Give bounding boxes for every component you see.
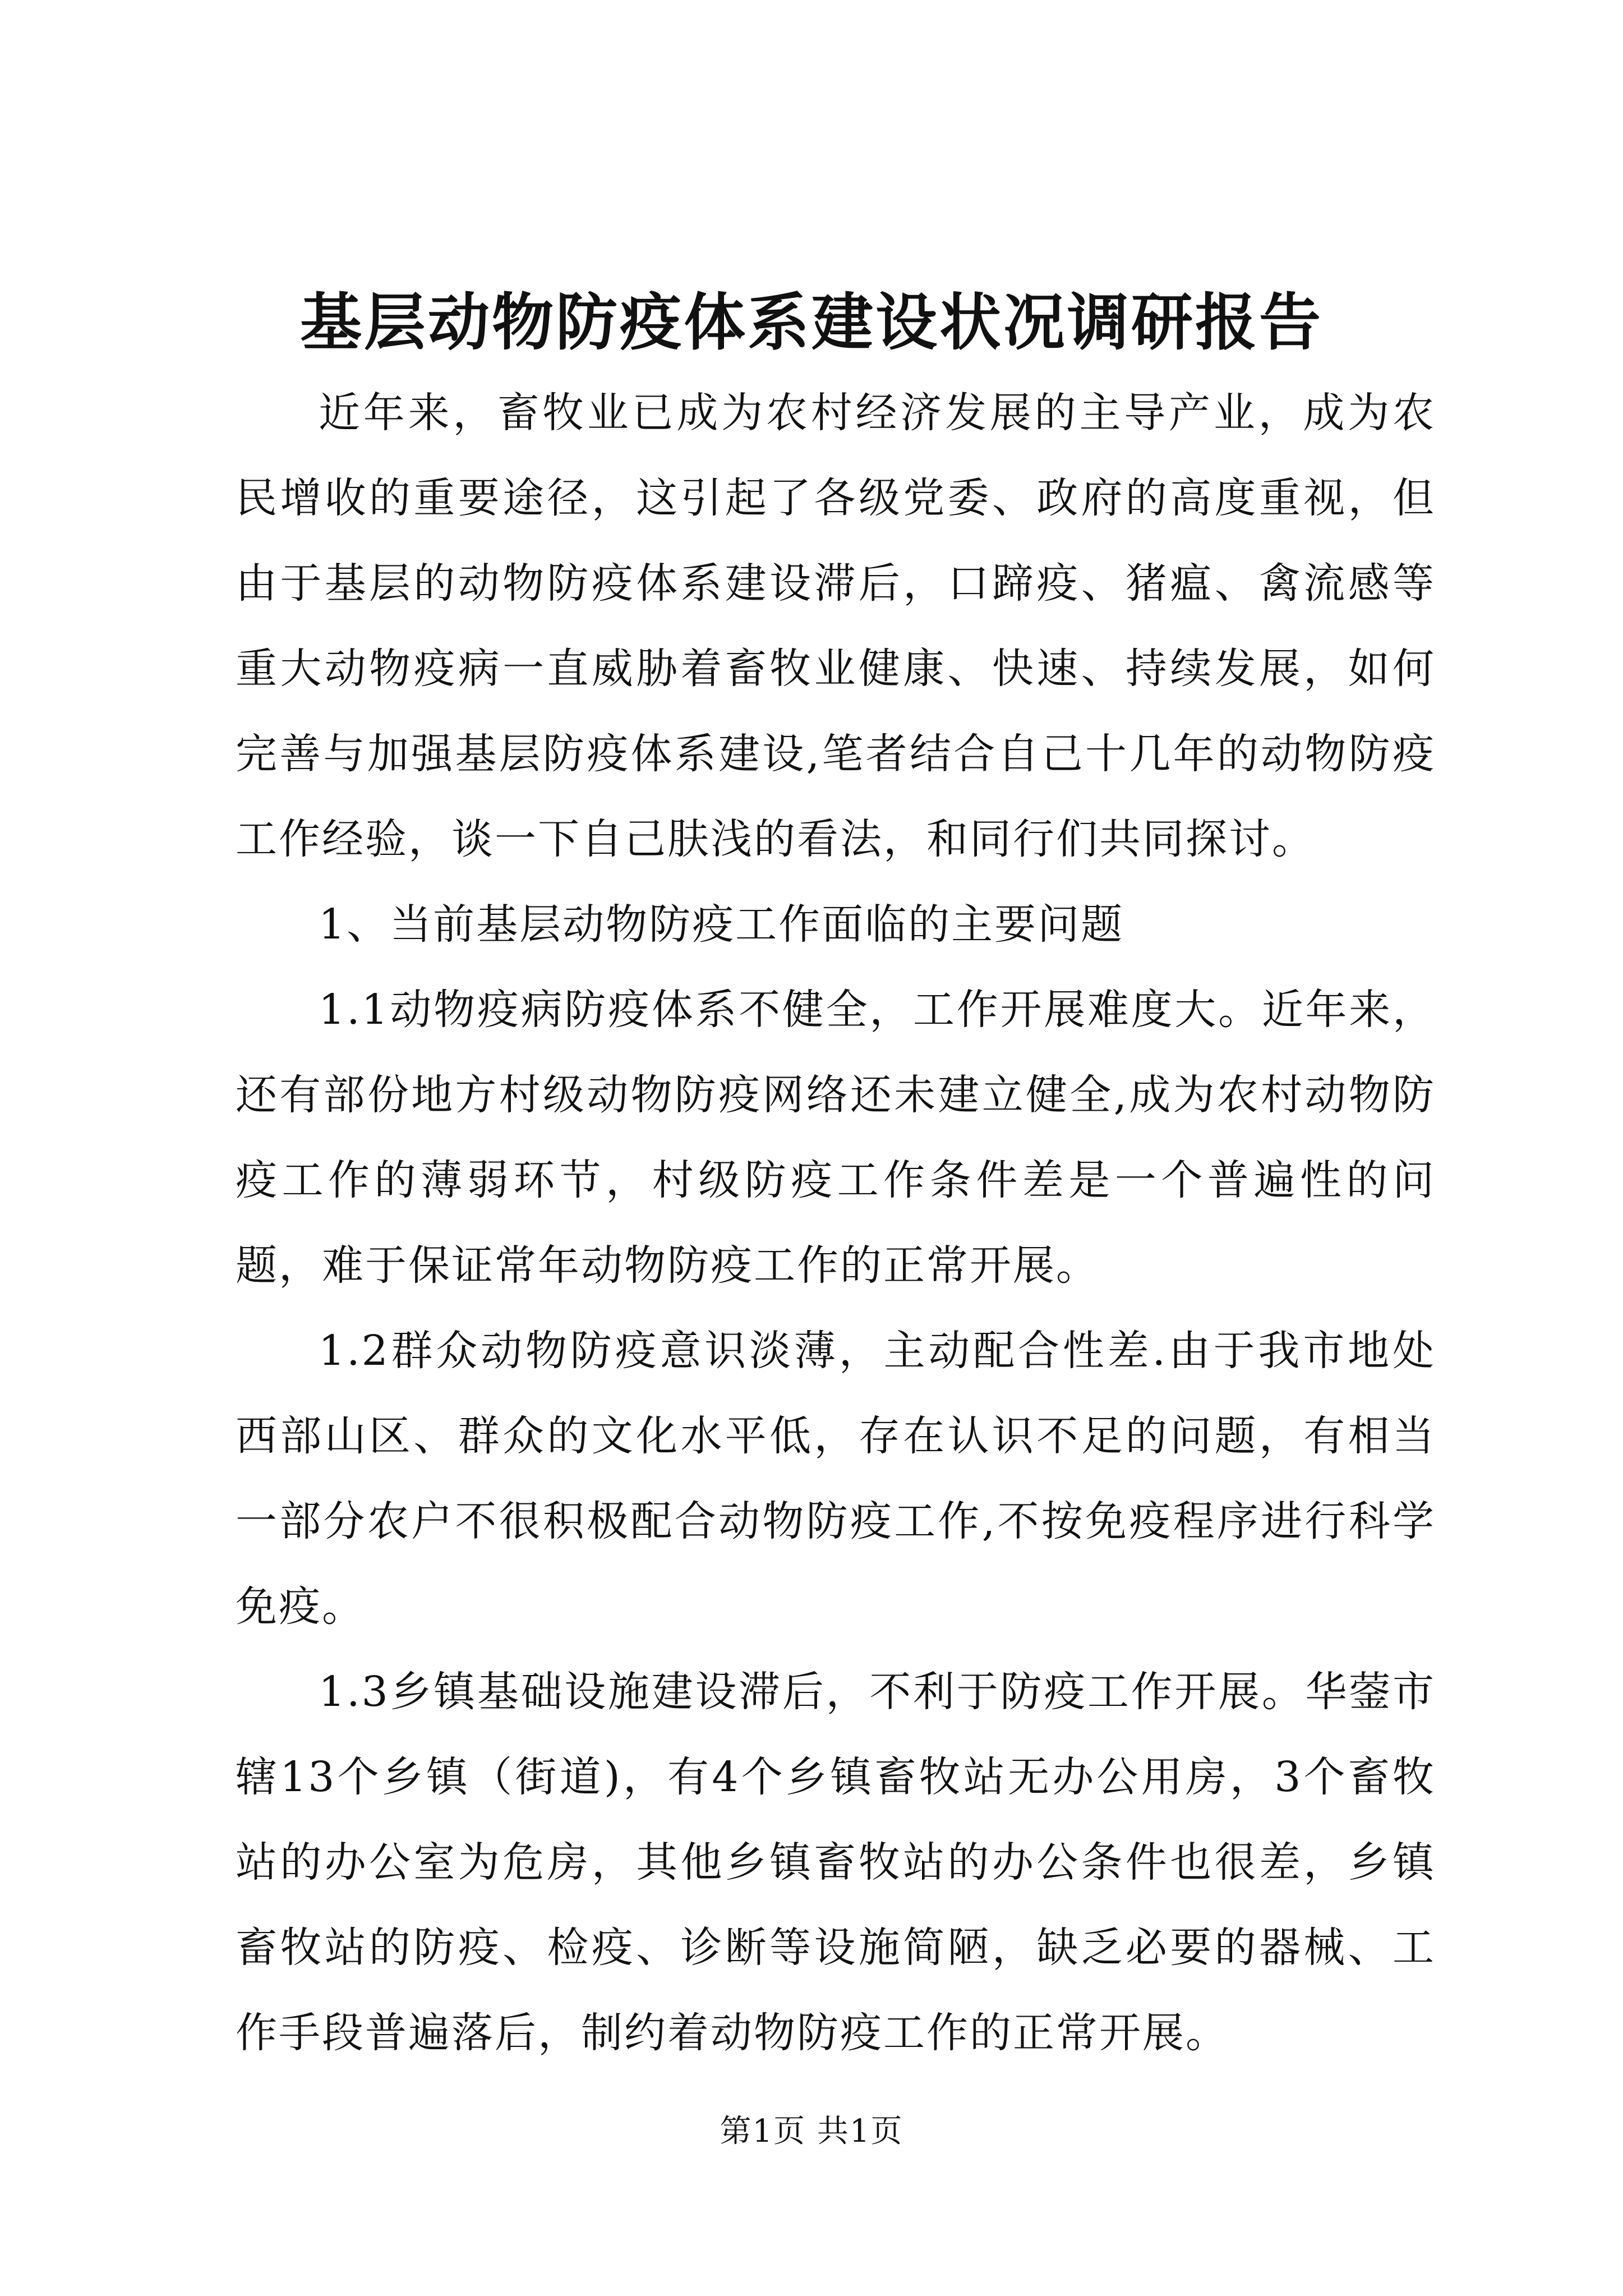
- intro-paragraph: 近年来，畜牧业已成为农村经济发展的主导产业，成为农民增收的重要途径，这引起了各级党委、政府的高度重视，但由于基层的动物防疫体系建设滞后，口蹄疫、猪瘟、禽流感等重大动物疫病一直威胁着畜牧业健康、快速、持续发展，如何完善与加强基层防疫体系建设,笔者结合自己十几年的动物防疫工作经验，谈一下自己肤浅的看法，和同行们共同探讨。: [236, 389, 1436, 863]
- paragraph-1-1: 1.1动物疫病防疫体系不健全，工作开展难度大。近年来，还有部份地方村级动物防疫网络还未建立健全,成为农村动物防疫工作的薄弱环节，村级防疫工作条件差是一个普遍性的问题，难于保证常年动物防疫工作的正常开展。: [236, 986, 1436, 1290]
- page-number-footer: 第1页 共1页: [720, 2113, 903, 2150]
- paragraph-1-3: 1.3乡镇基础设施建设滞后，不利于防疫工作开展。华蓥市辖13个乡镇（街道)，有4个乡镇畜牧站无办公用房，3个畜牧站的办公室为危房，其他乡镇畜牧站的办公条件也很差，乡镇畜牧站的防疫、检疫、诊断等设施简陋，缺乏必要的器械、工作手段普遍落后，制约着动物防疫工作的正常开展。: [236, 1668, 1436, 2057]
- document-body: [236, 370, 1436, 2076]
- document-title: 基层动物防疫体系建设状况调研报告: [300, 286, 1323, 358]
- section-heading: 1、当前基层动物防疫工作面临的主要问题: [319, 900, 1124, 949]
- paragraph-1-2: 1.2群众动物防疫意识淡薄，主动配合性差.由于我市地处西部山区、群众的文化水平低，存在认识不足的问题，有相当一部分农户不很积极配合动物防疫工作,不按免疫程序进行科学免疫。: [236, 1327, 1436, 1631]
